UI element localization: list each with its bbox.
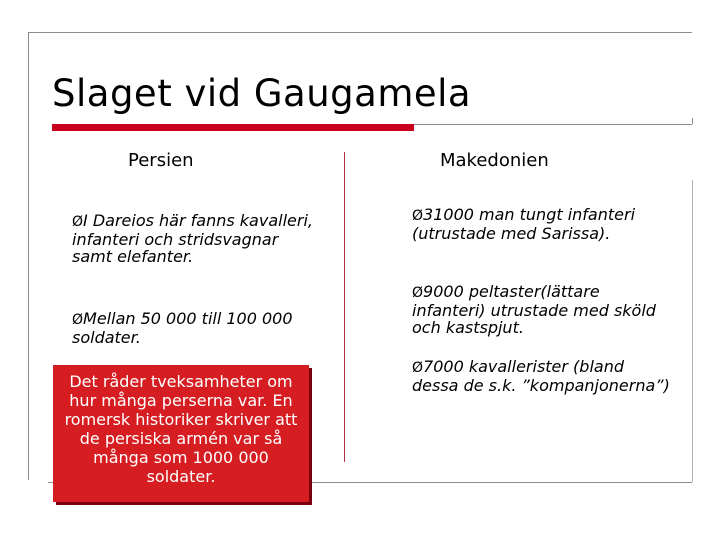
left-bullet-text: Mellan 50 000 till 100 000 soldater. [72,309,293,347]
left-bullet-text: I Dareios här fanns kavalleri, infanteri och stridsvagnar samt elefanter. [72,211,313,266]
right-bullet-text: 7000 kavallerister (bland dessa de s.k. ”kompanjonerna”) [412,357,670,395]
right-bullet-3 [412,358,672,394]
right-bullet-text: 9000 peltaster(lättare infanteri) utrustade med sköld och kastspjut. [412,282,656,337]
slide-frame-left [28,32,29,480]
callout-box [53,365,309,502]
bullet-arrow-icon: Ø [412,360,424,376]
left-bullet-1 [72,212,322,265]
right-bullet-text: 31000 man tungt infanteri (utrustade med Sarissa). [412,205,636,243]
bullet-arrow-icon: Ø [412,285,424,301]
slide-frame-right [692,180,693,482]
right-column-header: Makedonien [440,150,549,171]
slide-frame-top [28,32,692,33]
bullet-arrow-icon: Ø [72,312,84,328]
right-bullet-1 [412,206,672,242]
left-bullet-2 [72,310,322,346]
callout-text: Det råder tveksamheter om hur många perserna var. En romersk historiker skriver att de persiska armén var så många som 1000 000 soldater. [64,372,298,486]
slide-title: Slaget vid Gaugamela [52,72,472,115]
bullet-arrow-icon: Ø [412,208,424,224]
column-divider [344,152,345,462]
title-underline-rule [414,124,692,125]
left-column-header: Persien [128,150,194,171]
slide-frame-right-tick [692,118,693,124]
title-underline-accent [52,124,414,131]
right-bullet-2 [412,283,672,336]
bullet-arrow-icon: Ø [72,214,84,230]
